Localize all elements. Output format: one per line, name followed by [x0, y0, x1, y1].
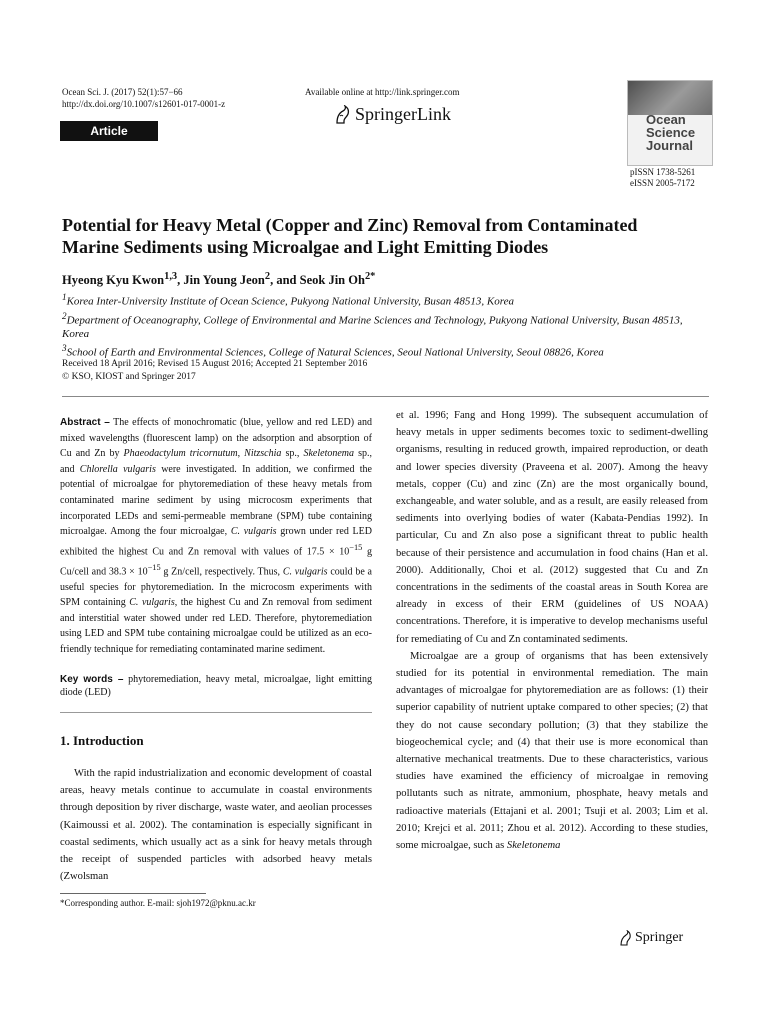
introduction-left-column: With the rapid industrialization and economic development of coastal areas, heavy metals continue to accumulate in coastal environments through deposition by river discharge, waste water, and aeolian processes (Kaimoussi et al. 2002). The contamination is especially significant in coastal sediments, which usually act as a sink for heavy metals through the receipt of suspended particles with adsorbed heavy metals (Zwolsman — [60, 768, 372, 883]
affiliation-2: $^2$Department of Oceanography, College of Environmental and Marine Sciences and Technology, Pukyong National University, Busan 48513, Korea — [62, 310, 683, 341]
publication-dates — [62, 358, 367, 384]
keywords: Key words – phytoremediation, heavy metal, microalgae, light emitting diode (LED) — [60, 674, 372, 698]
keywords-label: Key words – — [60, 674, 124, 685]
citation-block — [62, 86, 225, 110]
springerlink-logo[interactable] — [333, 104, 451, 125]
affiliation-3: $^3$School of Earth and Environmental Sciences, College of Natural Sciences, Seoul National University, Seoul 08826, Korea — [62, 343, 604, 359]
corresponding-author-footnote: *Corresponding author. E-mail: sjoh1972@pknu.ac.kr — [60, 898, 256, 908]
springer-horse-icon — [618, 930, 632, 946]
available-online[interactable]: Available online at http://link.springer.com — [305, 87, 460, 97]
doi-link[interactable]: http://dx.doi.org/10.1007/s12601-017-0001-z — [62, 99, 226, 109]
history-dates: Received 18 April 2016; Revised 15 August 2016; Accepted 21 September 2016 — [62, 359, 368, 369]
issn-block — [630, 167, 695, 189]
footnote-rule — [60, 893, 206, 894]
affiliation-1: $^1$Korea Inter-University Institute of Ocean Science, Pukyong National University, Busan 48513, Korea — [62, 292, 515, 308]
section-heading-introduction: 1. Introduction — [60, 733, 144, 748]
cover-photo-band — [628, 81, 712, 115]
header-divider — [62, 396, 709, 397]
journal-cover-thumbnail — [627, 80, 713, 166]
journal-citation: Ocean Sci. J. (2017) 52(1):57−66 — [62, 87, 183, 97]
cover-journal-title: Ocean Science Journal — [646, 112, 696, 153]
springer-footer-logo: Springer — [618, 930, 683, 946]
paper-title: Potential for Heavy Metal (Copper and Zinc) Removal from Contaminated Marine Sediments using Microalgae and Light Emitting Diodes — [62, 215, 638, 257]
abstract: Abstract – The effects of monochromatic (blue, yellow and red LED) and mixed wavelengths (fluorescent lamp) on the adsorption and absorption of Cu and Zn by Phaeodactylum tricornutum, Nitzschia sp., Skeletonema sp., and Chlorella vulgaris were investigated. In addition, we confirmed the potential of microalgae for phytoremediation of these heavy metals from contaminated marine sediment by using microcosm experiments that incorporated LEDs and semi-permeable membrane (SPM) tube containing microalgae. Among the four microalgae, C. vulgaris grown under red LED exhibited the highest Cu and Zn removal with values of $17.5 \times 10^{-15}$ g Cu/cell and $38.3 \times 10^{-15}$ g Zn/cell, respectively. Thus, C. vulgaris could be a useful species for phytoremediation. In the microcosm experiments with SPM containing C. vulgaris, the highest Cu and Zn removal from sediment and interstitial water showed under red LED. Therefore, phytoremediation using LED and SPM tube containing microalgae could be utilized as an eco-friendly technique for remediating contaminated marine sediment. — [60, 417, 373, 655]
springer-horse-icon — [333, 105, 351, 125]
article-type-badge: Article — [60, 121, 158, 141]
abstract-divider — [60, 712, 372, 713]
eissn: eISSN 2005-7172 — [630, 178, 695, 188]
author-2: Jin Young Jeon — [183, 273, 265, 288]
abstract-label: Abstract – — [60, 417, 110, 428]
author-list: Hyeong Kyu Kwon$^{1,3}$, Jin Young Jeon$^2$, and Seok Jin $Oh^{2*}$ — [62, 271, 376, 288]
author-1: Hyeong Kyu Kwon — [62, 273, 165, 288]
author-3: and Seok Jin Oh — [276, 273, 365, 288]
affiliations — [62, 290, 702, 360]
pissn: pISSN 1738-5261 — [630, 167, 696, 177]
copyright-line: © KSO, KIOST and Springer 2017 — [62, 372, 196, 382]
springerlink-label: SpringerLink — [355, 104, 451, 124]
introduction-right-column: et al. 1996; Fang and Hong 1999). The subsequent accumulation of heavy metals in upper sediments becomes toxic to sediment-dwelling organisms, resulting in reduced growth, impaired reproduction, or death and lower species diversity (Praveena et al. 2007). Among the heavy metals, copper (Cu) and zinc (Zn) are the most organically bound, exchangeable, and water soluble, and as a result, are easily released from sediments into overlying bodies of water (Kabata-Pendias 1992). In particular, Cu and Zn also pose a significant threat to public health because of their persistence and accumulation in food chains (Han et al. 2000). Additionally, Choi et al. (2012) suggested that Cu and Zn concentrations in the sediments of the coastal areas in South Korea are already in excess of their ERM (guidelines of US NOAA) concentrations. Therefore, it is imperative to develop mechanisms useful for remediating of Cu and Zn contaminated sediments. Microalgae are a group of organisms that has been extensively studied for its potential in environmental remediation. The main advantages of microalgae for phytoremediation are as follows: (1) their superior capability of nutrient uptake compared to other species; (2) that they do not cause secondary pollution; (3) that they stabilize the biogeochemical cycle; and (4) that their use is more economical than alternative mechanical treatments. Due to these characteristics, various studies have examined the efficiency of microalgae in removing pollutants such as nitrate, ammonium, phosphate, heavy metals and radioactive materials (Ettajani et al. 2001; Tsuji et al. 2003; Lim et al. 2010; Krejci et al. 2011; Zhou et al. 2012). According to these studies, some microalgae, such as Skeletonema — [396, 410, 708, 852]
